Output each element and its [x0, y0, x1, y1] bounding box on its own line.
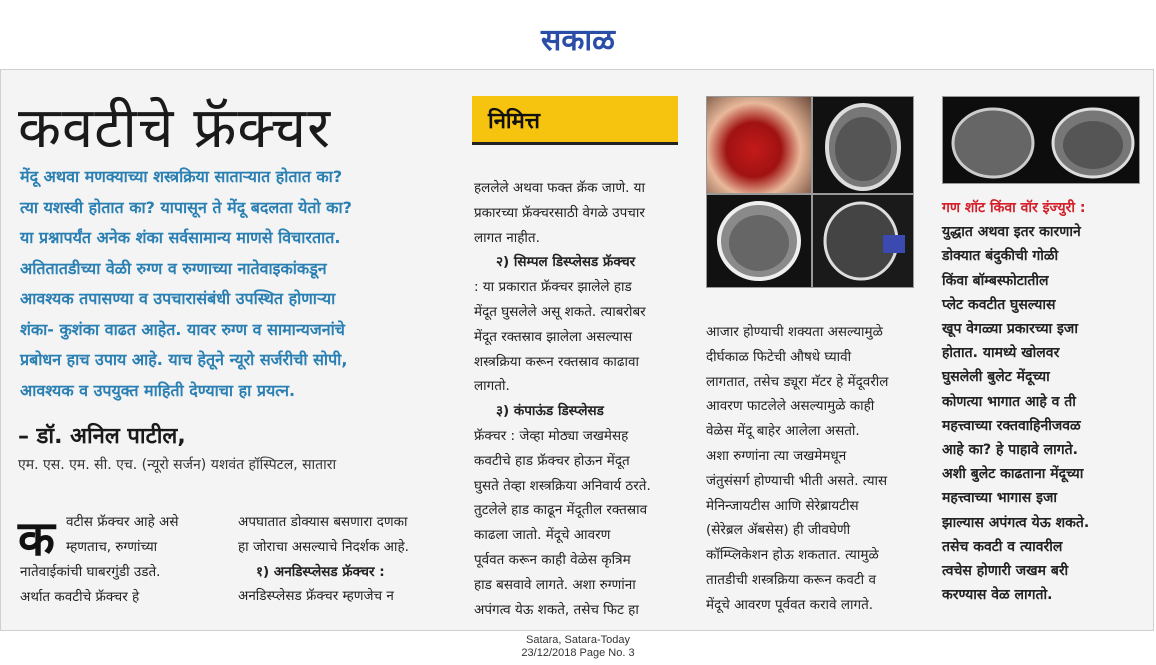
article-column-4: [706, 320, 936, 618]
article-column-1: [66, 510, 226, 560]
text-line: डोक्यात बंदुकीची गोळी: [942, 248, 1059, 265]
article-column-2: [238, 510, 458, 609]
text-line: मेंदूत रक्तस्राव झालेला असल्यास: [474, 328, 633, 345]
intro-paragraph: [20, 162, 435, 406]
article-column-3: [474, 176, 694, 622]
headline: कवटीचे फ्रॅक्चर: [18, 96, 332, 161]
intro-line: त्या यशस्वी होतात का? यापासून ते मेंदू बदलता येतो का?: [20, 197, 352, 217]
text-line: मेंदूत घुसलेले असू शकते. त्याबरोबर: [474, 303, 646, 320]
text-line: कॉम्प्लिकेशन होऊ शकतात. त्यामुळे: [706, 547, 879, 564]
injury-photo: [706, 96, 812, 194]
ct-scan-image: [812, 194, 914, 288]
intro-line: आवश्यक व उपयुक्त माहिती देण्याचा हा प्रयत्न.: [20, 380, 296, 400]
masthead-logo: सकाळ: [541, 23, 615, 58]
ct-scan-image: [706, 194, 812, 288]
footer-edition: Satara, Satara-Today: [526, 634, 630, 646]
text-line: अर्थात कवटीचे फ्रॅक्चर हे: [20, 588, 140, 605]
text-line: वटीस फ्रॅक्चर आहे असे: [66, 514, 179, 530]
subheading: २) सिम्पल डिस्प्लेसड फ्रॅक्चर: [496, 254, 636, 271]
text-line: शस्त्रक्रिया करून रक्तस्राव काढावा: [474, 353, 639, 370]
subheading: ३) कंपाऊंड डिस्प्लेसड: [496, 403, 604, 420]
text-line: हाड बसवावे लागते. अशा रुग्णांना: [474, 576, 636, 593]
subheading: १) अनडिस्प्लेसड फ्रॅक्चर :: [256, 563, 385, 580]
text-line: तातडीची शस्त्रक्रिया करून कवटी व: [706, 571, 876, 588]
text-line: महत्त्वाच्या भागास इजा: [942, 490, 1057, 507]
text-line: काढला जातो. मेंदूचे आवरण: [474, 527, 611, 544]
drop-cap: क: [18, 511, 55, 567]
text-line: अनडिस्प्लेसड फ्रॅक्चर म्हणजेच न: [238, 588, 394, 605]
intro-line: आवश्यक तपासण्या व उपचारासंबंधी उपस्थित होणाऱ्या: [20, 289, 336, 308]
text-line: मेंदूचे आवरण पूर्ववत करावे लागते.: [706, 596, 874, 613]
text-line: अशा रुग्णांना त्या जखमेमधून: [706, 447, 847, 464]
text-line: म्हणताच, रुग्णांच्या: [66, 538, 158, 555]
text-line: आवरण फाटलेले असल्यामुळे काही: [706, 398, 875, 415]
text-line: होतात. यामध्ये खोलवर: [942, 345, 1060, 362]
intro-line: या प्रश्नापर्यंत अनेक शंका सर्वसामान्य माणसे विचारतात.: [20, 228, 341, 247]
text-line: घुसते तेव्हा शस्त्रक्रिया अनिवार्य ठरते.: [474, 477, 651, 494]
intro-line: मेंदू अथवा मणक्याच्या शस्त्रक्रिया सातार्‍यात होतात का?: [20, 167, 343, 186]
intro-line: शंका- कुशंका वाढत आहेत. यावर रुग्ण व सामान्यजनांचे: [20, 319, 345, 339]
text-line: झाल्यास अपंगत्व येऊ शकते.: [942, 514, 1090, 531]
article-column-5: [942, 196, 1142, 607]
text-line: अपंगत्व येऊ शकते, तसेच फिट हा: [474, 601, 639, 618]
text-line: पूर्ववत करून काही वेळेस कृत्रिम: [474, 551, 631, 568]
text-line: आजार होण्याची शक्यता असल्यामुळे: [706, 324, 883, 340]
section-tag-label: निमित्त: [488, 109, 540, 134]
ct-scan-image: [812, 96, 914, 194]
text-line: वेळेस मेंदू बाहेर आलेला असतो.: [706, 423, 860, 440]
text-line: प्लेट कवटीत घुसल्यास: [942, 296, 1056, 313]
text-line: फ्रॅक्चर : जेव्हा मोठ्या जखमेसह: [474, 427, 629, 444]
text-line: लागतो.: [474, 378, 510, 395]
text-line: घुसलेली बुलेट मेंदूच्या: [942, 369, 1050, 386]
text-line: हललेले अथवा फक्त क्रॅक जाणे. या: [474, 180, 645, 196]
text-line: मेनिन्जायटीस आणि सेरेब्रायटीस: [706, 497, 859, 514]
text-line: त्वचेस होणारी जखम बरी: [942, 563, 1069, 580]
footer-date-page: 23/12/2018 Page No. 3: [521, 647, 635, 659]
text-line: तुटलेले हाड काढून मेंदूतील रक्तस्राव: [474, 502, 648, 519]
text-line: खूप वेगळ्या प्रकारच्या इजा: [942, 321, 1078, 338]
text-line: : या प्रकारात फ्रॅक्चर झालेले हाड: [474, 279, 632, 296]
text-line: जंतुसंसर्ग होण्याची भीती असते. त्यास: [706, 472, 888, 489]
war-injury-heading: गण शॉट किंवा वॉर इंज्युरी :: [942, 200, 1086, 216]
text-line: करण्यास वेळ लागतो.: [942, 587, 1053, 604]
text-line: नातेवाईकांची घाबरगुंडी उडते.: [20, 564, 161, 580]
ct-scan-image: [942, 96, 1140, 184]
intro-line: प्रबोधन हाच उपाय आहे. याच हेतूने न्यूरो सर्जरीची सोपी,: [20, 350, 348, 369]
intro-line: अतितातडीच्या वेळी रुग्ण व रुग्णाच्या नातेवाइकांकडून: [20, 258, 327, 278]
text-line: युद्धात अथवा इतर कारणाने: [942, 224, 1081, 241]
article-column-1-cont: [20, 560, 230, 610]
text-line: किंवा बॉम्बस्फोटातील: [942, 272, 1049, 289]
text-line: कवटीचे हाड फ्रॅक्चर होऊन मेंदूत: [474, 452, 630, 469]
text-line: अपघातात डोक्यास बसणारा दणका: [238, 514, 408, 530]
author-affiliation: एम. एस. एम. सी. एच. (न्यूरो सर्जन) यशवंत हॉस्पिटल, सातारा: [18, 457, 337, 473]
text-line: अशी बुलेट काढताना मेंदूच्या: [942, 466, 1084, 483]
text-line: लागत नाहीत.: [474, 229, 540, 246]
text-line: प्रकारच्या फ्रॅक्चरसाठी वेगळे उपचार: [474, 204, 645, 221]
section-tag: [472, 96, 678, 145]
text-line: तसेच कवटी व त्यावरील: [942, 538, 1063, 555]
text-line: महत्त्वाच्या रक्तवाहिनीजवळ: [942, 417, 1081, 434]
page-footer: [0, 634, 1156, 660]
text-line: (सेरेब्रल ॲबसेस) ही जीवघेणी: [706, 522, 851, 539]
text-line: आहे का? हे पाहावे लागते.: [942, 442, 1078, 459]
text-line: लागतात, तसेच ड्यूरा मॅटर हे मेंदूवरील: [706, 373, 889, 390]
text-line: कोणत्या भागात आहे व ती: [942, 393, 1076, 410]
author-name: – डॉ. अनिल पाटील,: [18, 424, 186, 449]
text-line: दीर्घकाळ फिटेची औषधे घ्यावी: [706, 348, 852, 365]
text-line: हा जोराचा असल्याचे निदर्शक आहे.: [238, 538, 409, 555]
